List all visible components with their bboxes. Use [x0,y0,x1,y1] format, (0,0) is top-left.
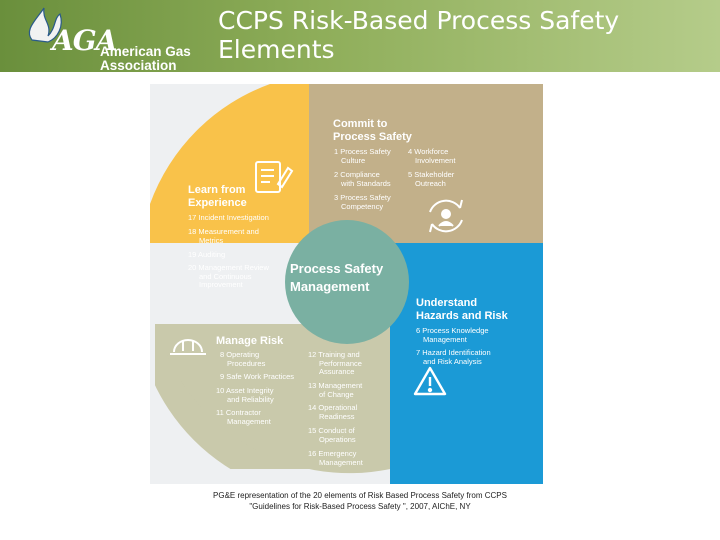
commit-item-1: 1 Process Safety Culture [334,147,391,165]
rbps-diagram [150,84,543,484]
commit-item-5: 5 Stakeholder Outreach [408,170,455,188]
understand-heading-2: Hazards and Risk [416,310,508,322]
manage-item-13: 13 Management of Change [308,381,363,399]
commit-item-2: 2 Compliance with Standards [334,170,391,188]
logo-line-2: Association [100,58,177,73]
understand-item-7: 7 Hazard Identification and Risk Analysis [416,348,491,366]
commit-heading-1: Commit to [333,118,388,130]
aga-logo [22,6,212,73]
manage-item-15: 15 Conduct of Operations [308,426,356,444]
learn-heading-2: Experience [188,197,247,209]
center-label-1: Process Safety [290,261,384,276]
manage-item-12: 12 Training and Performance Assurance [308,350,362,377]
manage-item-8: 8 Operating Procedures [220,350,266,368]
logo-line-1: American Gas [100,44,191,59]
learn-item-20: 20 Management Review and Continuous Improvement [188,263,269,290]
learn-item-18: 18 Measurement and Metrics [188,227,259,245]
manage-item-9: 9 Safe Work Practices [220,372,295,381]
caption-line-2: "Guidelines for Risk-Based Process Safety ", 2007, AIChE, NY [249,502,471,511]
logo-mark: AGA [52,24,117,57]
manage-heading: Manage Risk [216,335,284,347]
manage-item-14: 14 Operational Readiness [308,403,358,421]
center-label-2: Management [290,279,370,294]
header-banner [0,0,720,72]
understand-heading-1: Understand [416,297,478,309]
commit-heading-2: Process Safety [333,131,412,143]
learn-item-19: 19 Auditing [188,250,226,259]
page-title [218,6,619,64]
understand-item-6: 6 Process Knowledge Management [416,326,489,344]
learn-item-17: 17 Incident Investigation [188,213,269,222]
center-label [290,260,383,296]
commit-item-3: 3 Process Safety Competency [334,193,391,211]
title-line-1: CCPS Risk-Based Process Safety [218,6,620,35]
commit-heading [333,118,412,144]
commit-item-4: 4 Workforce Involvement [408,147,456,165]
caption-line-1: PG&E representation of the 20 elements of Risk Based Process Safety from CCPS [213,491,507,500]
learn-heading [188,184,247,210]
manage-item-11: 11 Contractor Management [216,408,271,426]
title-line-2: Elements [218,35,335,64]
learn-heading-1: Learn from [188,184,246,196]
manage-item-10: 10 Asset Integrity and Reliability [216,386,274,404]
understand-heading [416,297,508,323]
manage-item-16: 16 Emergency Management [308,449,363,467]
caption [0,490,720,512]
